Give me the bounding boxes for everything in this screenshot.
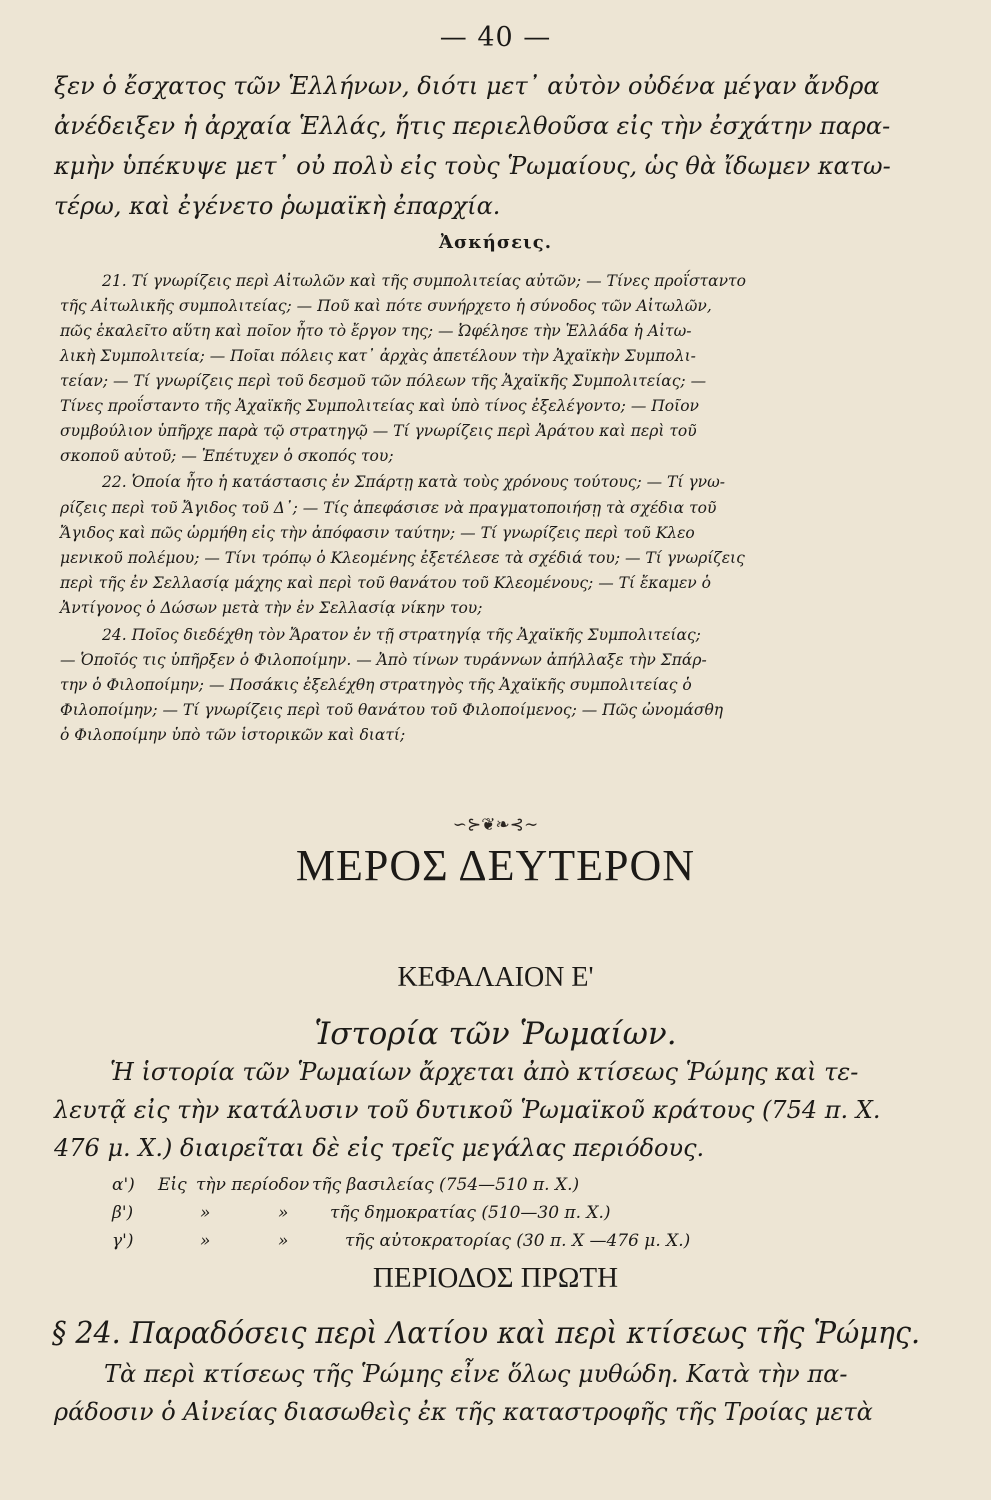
exercise-line: 21. Τί γνωρίζεις περὶ Αἰτωλῶν καὶ τῆς συμπολιτείας αὐτῶν; — Τίνες προΐσταντο [102, 272, 746, 290]
exercise-line: Ἀντίγονος ὁ Δώσων μετὰ τὴν ἐν Σελλασίᾳ νίκην του; [60, 599, 483, 617]
chapter-title: ΚΕΦΑΛΑΙΟΝ Ε' [397, 962, 594, 993]
period-ditto: τὴν περίοδον [196, 1175, 310, 1195]
page-number: — 40 — [439, 22, 552, 53]
exercise-line: ρίζεις περὶ τοῦ Ἄγιδος τοῦ Δ᾽; — Τίς ἀπεφάσισε νὰ πραγματοποιήσῃ τὰ σχέδια τοῦ [60, 499, 717, 517]
period-number: γ') [112, 1231, 134, 1251]
period-ditto: Εἰς [158, 1175, 187, 1195]
period-heading: ΠΕΡΙΟΔΟΣ ΠΡΩΤΗ [372, 1262, 619, 1294]
exercise-line: — Ὁποῖός τις ὑπῆρξεν ὁ Φιλοποίμην. — Ἀπὸ τίνων τυράννων ἀπήλλαξε τὴν Σπάρ- [60, 651, 707, 669]
exercise-line: 22. Ὁποία ἦτο ἡ κατάστασις ἐν Σπάρτῃ κατὰ τοὺς χρόνους τούτους; — Τί γνω- [102, 473, 725, 491]
exercise-line: περὶ τῆς ἐν Σελλασίᾳ μάχης καὶ περὶ τοῦ θανάτου τοῦ Κλεομένους; — Τί ἔκαμεν ὁ [60, 574, 711, 592]
exercise-line: Τίνες προΐσταντο τῆς Ἀχαϊκῆς Συμπολιτείας καὶ ὑπὸ τίνος ἐξελέγοντο; — Ποῖον [60, 397, 699, 415]
exercise-line: πῶς ἐκαλεῖτο αὕτη καὶ ποῖον ἦτο τὸ ἔργον της; — Ὠφέλησε τὴν Ἑλλάδα ἡ Αἰτω- [60, 322, 692, 340]
exercise-line: συμβούλιον ὑπῆρχε παρὰ τῷ στρατηγῷ — Τί γνωρίζεις περὶ Ἀράτου καὶ περὶ τοῦ [60, 422, 697, 440]
period-number: α') [112, 1175, 135, 1195]
exercise-line: τείαν; — Τί γνωρίζεις περὶ τοῦ δεσμοῦ τῶν πόλεων τῆς Ἀχαϊκῆς Συμπολιτείας; — [60, 372, 707, 390]
section-heading: § 24. Παραδόσεις περὶ Λατίου καὶ περὶ κτίσεως τῆς Ῥώμης. [52, 1316, 921, 1351]
ornament-divider: ∽⊱❦❧⊰∼ [452, 815, 539, 835]
chapter-subtitle: Ἱστορία τῶν Ῥωμαίων. [314, 1016, 677, 1052]
exercise-line: τῆς Αἰτωλικῆς συμπολιτείας; — Ποῦ καὶ πότε συνήρχετο ἡ σύνοδος τῶν Αἰτωλῶν, [60, 297, 712, 315]
part-title: ΜΕΡΟΣ ΔΕΥΤΕΡΟΝ [295, 841, 696, 890]
intro-line: τέρω, καὶ ἐγένετο ῥωμαϊκὴ ἐπαρχία. [54, 192, 501, 220]
exercises-heading: Ἀσκήσεις. [439, 232, 552, 253]
exercise-line: Φιλοποίμην; — Τί γνωρίζεις περὶ τοῦ θανάτου τοῦ Φιλοποίμενος; — Πῶς ὠνομάσθη [60, 701, 724, 719]
period-text: τῆς δημοκρατίας (510—30 π. Χ.) [330, 1203, 611, 1223]
period-ditto: » [278, 1231, 289, 1251]
period-number: β') [112, 1203, 134, 1223]
exercise-line: την ὁ Φιλοποίμην; — Ποσάκις ἐξελέχθη στρατηγὸς τῆς Ἀχαϊκῆς συμπολιτείας ὁ [60, 676, 692, 694]
exercise-line: 24. Ποῖος διεδέχθη τὸν Ἄρατον ἐν τῇ στρατηγίᾳ τῆς Ἀχαϊκῆς Συμπολιτείας; [102, 626, 701, 644]
period-ditto: » [278, 1203, 289, 1223]
exercise-line: σκοποῦ αὐτοῦ; — Ἐπέτυχεν ὁ σκοπός του; [60, 447, 394, 465]
period-text: τῆς αὐτοκρατορίας (30 π. Χ —476 μ. Χ.) [345, 1231, 691, 1251]
exercise-line: Ἄγιδος καὶ πῶς ὡρμήθη εἰς τὴν ἀπόφασιν ταύτην; — Τί γνωρίζεις περὶ τοῦ Κλεο [60, 524, 695, 542]
period-text: τῆς βασιλείας (754—510 π. Χ.) [312, 1175, 580, 1195]
exercise-line: μενικοῦ πολέμου; — Τίνι τρόπῳ ὁ Κλεομένης ἐξετέλεσε τὰ σχέδιά του; — Τί γνωρίζεις [60, 549, 745, 567]
exercise-line: λικὴ Συμπολιτεία; — Ποῖαι πόλεις κατ᾽ ἀρχὰς ἀπετέλουν τὴν Ἀχαϊκὴν Συμπολι- [60, 347, 696, 365]
chapter-line: 476 μ. Χ.) διαιρεῖται δὲ εἰς τρεῖς μεγάλας περιόδους. [54, 1134, 705, 1162]
intro-line: ἀνέδειξεν ἡ ἀρχαία Ἑλλάς, ἥτις περιελθοῦσα εἰς τὴν ἐσχάτην παρα- [54, 112, 891, 140]
intro-line: ξεν ὁ ἔσχατος τῶν Ἑλλήνων, διότι μετ᾽ αὐτὸν οὐδένα μέγαν ἄνδρα [54, 72, 880, 100]
chapter-line: λευτᾷ εἰς τὴν κατάλυσιν τοῦ δυτικοῦ Ῥωμαϊκοῦ κράτους (754 π. Χ. [54, 1096, 881, 1124]
period-ditto: » [200, 1231, 211, 1251]
section-line: Τὰ περὶ κτίσεως τῆς Ῥώμης εἶνε ὅλως μυθώδη. Κατὰ τὴν πα- [104, 1360, 848, 1388]
section-line: ράδοσιν ὁ Αἰνείας διασωθεὶς ἐκ τῆς καταστροφῆς τῆς Τροίας μετὰ [54, 1398, 873, 1426]
period-ditto: » [200, 1203, 211, 1223]
chapter-line: Ἡ ἱστορία τῶν Ῥωμαίων ἄρχεται ἀπὸ κτίσεως Ῥώμης καὶ τε- [110, 1058, 859, 1086]
exercise-line: ὁ Φιλοποίμην ὑπὸ τῶν ἱστορικῶν καὶ διατί; [60, 726, 406, 744]
intro-line: κμὴν ὑπέκυψε μετ᾽ οὐ πολὺ εἰς τοὺς Ῥωμαίους, ὡς θὰ ἴδωμεν κατω- [54, 152, 891, 180]
